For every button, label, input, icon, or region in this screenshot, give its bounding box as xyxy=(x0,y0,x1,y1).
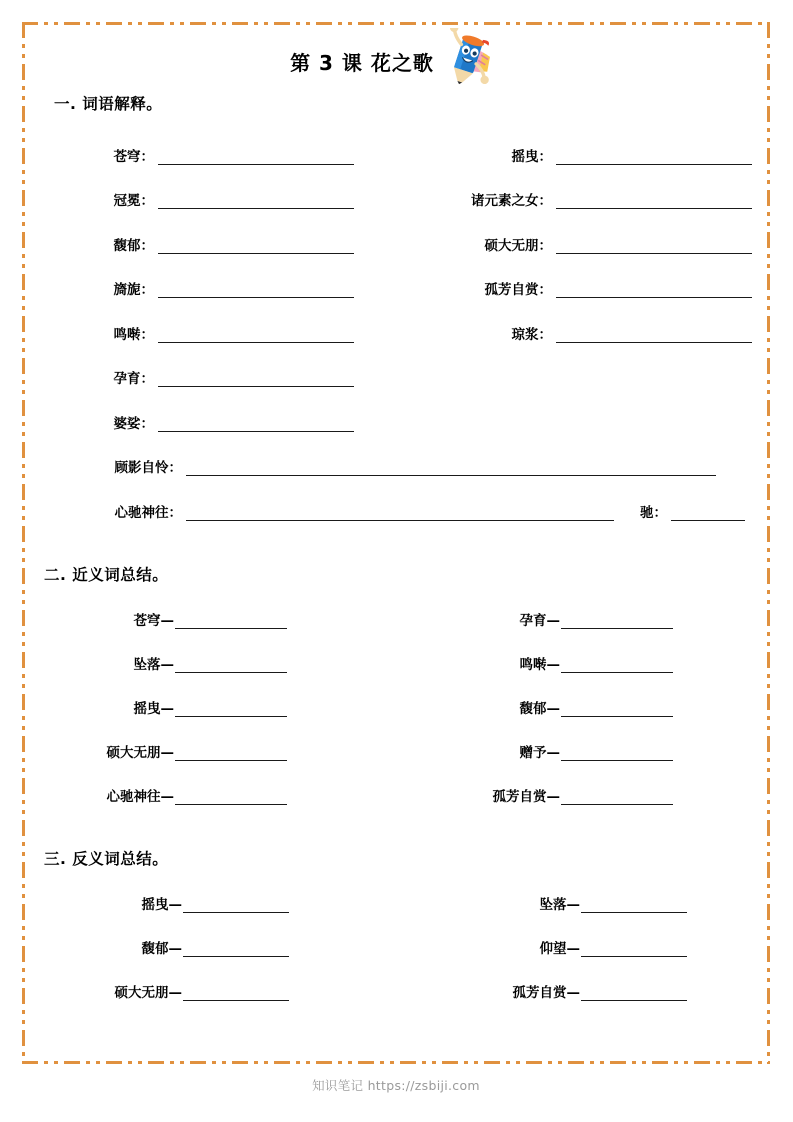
term-label: 馥郁— xyxy=(141,940,182,957)
antonym-row xyxy=(22,869,770,913)
term-label: 心驰神往— xyxy=(106,788,174,805)
term-label: 鸣啭— xyxy=(519,656,560,673)
answer-blank[interactable] xyxy=(158,194,354,209)
answer-blank[interactable] xyxy=(556,283,752,298)
answer-blank[interactable] xyxy=(561,614,673,629)
term-label: 赠予— xyxy=(519,744,560,761)
synonym-row xyxy=(22,761,770,805)
term-label: 硕大无朋： xyxy=(484,237,552,254)
answer-blank[interactable] xyxy=(158,283,354,298)
definition-cell xyxy=(22,328,402,343)
antonym-cell xyxy=(402,986,770,1001)
answer-blank[interactable] xyxy=(175,614,287,629)
definition-row-wide xyxy=(22,476,770,521)
synonym-cell xyxy=(402,746,770,761)
definition-cell xyxy=(22,239,402,254)
antonym-cell xyxy=(22,942,402,957)
answer-blank[interactable] xyxy=(183,942,289,957)
answer-blank[interactable] xyxy=(561,790,673,805)
answer-blank[interactable] xyxy=(158,150,354,165)
definition-row xyxy=(22,298,770,343)
answer-blank[interactable] xyxy=(561,658,673,673)
answer-blank[interactable] xyxy=(581,986,687,1001)
term-label: 摇曳— xyxy=(133,700,174,717)
antonym-cell xyxy=(402,898,770,913)
antonym-row xyxy=(22,913,770,957)
synonym-cell xyxy=(402,614,770,629)
answer-blank[interactable] xyxy=(186,461,716,476)
synonym-cell xyxy=(22,790,402,805)
term-label: 顾影自怜： xyxy=(114,460,182,477)
term-label: 孕育： xyxy=(113,371,154,388)
synonym-row xyxy=(22,585,770,629)
definition-cell xyxy=(402,194,770,209)
answer-blank[interactable] xyxy=(158,328,354,343)
definition-row xyxy=(22,209,770,254)
term-label: 孤芳自赏： xyxy=(484,282,552,299)
worksheet-content xyxy=(22,22,770,1093)
answer-blank-secondary[interactable] xyxy=(671,506,745,521)
antonym-cell xyxy=(402,942,770,957)
term-label: 诸元素之女： xyxy=(471,193,552,210)
term-label: 硕大无朋— xyxy=(114,984,182,1001)
antonym-cell xyxy=(22,986,402,1001)
section-heading-3: 三. 反义词总结。 xyxy=(44,849,169,868)
term-label: 坠落— xyxy=(539,896,580,913)
term-label: 孤芳自赏— xyxy=(492,788,560,805)
answer-blank[interactable] xyxy=(158,417,354,432)
answer-blank[interactable] xyxy=(581,898,687,913)
term-label: 孕育— xyxy=(519,612,560,629)
page-title: 第 3 课 花之歌 xyxy=(290,50,434,75)
answer-blank[interactable] xyxy=(561,746,673,761)
term-label: 硕大无朋— xyxy=(106,744,174,761)
answer-blank[interactable] xyxy=(556,150,752,165)
definition-row xyxy=(22,120,770,165)
section-spacer xyxy=(22,805,770,847)
term-label: 苍穹— xyxy=(133,612,174,629)
section-spacer xyxy=(22,521,770,563)
answer-blank[interactable] xyxy=(175,746,287,761)
definition-cell xyxy=(402,283,770,298)
definition-cell xyxy=(22,283,402,298)
answer-blank[interactable] xyxy=(556,328,752,343)
definition-row xyxy=(22,165,770,210)
synonym-row xyxy=(22,629,770,673)
answer-blank[interactable] xyxy=(158,239,354,254)
section-2-rows xyxy=(22,585,770,805)
pencil-mascot-icon xyxy=(440,28,502,86)
answer-blank[interactable] xyxy=(581,942,687,957)
definition-cell xyxy=(402,328,770,343)
term-label: 馥郁— xyxy=(519,700,560,717)
term-label: 心驰神往： xyxy=(114,504,182,521)
synonym-row xyxy=(22,717,770,761)
definition-row xyxy=(22,254,770,299)
term-label: 苍穹： xyxy=(113,148,154,165)
answer-blank[interactable] xyxy=(175,790,287,805)
synonym-cell xyxy=(22,658,402,673)
answer-blank[interactable] xyxy=(175,702,287,717)
footer-watermark: 知识笔记 https://zsbiji.com xyxy=(312,1078,480,1093)
definition-cell xyxy=(402,150,770,165)
definition-cell xyxy=(22,372,402,387)
term-label: 鸣啭： xyxy=(113,326,154,343)
section-heading-2: 二. 近义词总结。 xyxy=(44,565,169,584)
definition-cell xyxy=(22,417,402,432)
section-1-rows xyxy=(22,120,770,521)
antonym-row xyxy=(22,957,770,1001)
answer-blank[interactable] xyxy=(175,658,287,673)
definition-row-wide xyxy=(22,432,770,477)
worksheet-title-row xyxy=(22,22,770,84)
term-label: 摇曳— xyxy=(141,896,182,913)
synonym-cell xyxy=(402,790,770,805)
synonym-cell xyxy=(402,702,770,717)
answer-blank[interactable] xyxy=(183,898,289,913)
term-label: 馥郁： xyxy=(113,237,154,254)
term-label: 摇曳： xyxy=(511,148,552,165)
term-label: 冠冕： xyxy=(113,193,154,210)
definition-cell xyxy=(22,150,402,165)
term-label: 仰望— xyxy=(539,940,580,957)
answer-blank[interactable] xyxy=(158,372,354,387)
synonym-row xyxy=(22,673,770,717)
answer-blank[interactable] xyxy=(556,239,752,254)
definition-row xyxy=(22,387,770,432)
term-label: 旖旎： xyxy=(113,282,154,299)
answer-blank[interactable] xyxy=(183,986,289,1001)
antonym-cell xyxy=(22,898,402,913)
answer-blank[interactable] xyxy=(556,194,752,209)
term-label: 坠落— xyxy=(133,656,174,673)
term-label-secondary: 驰： xyxy=(640,504,667,521)
synonym-cell xyxy=(402,658,770,673)
term-label: 孤芳自赏— xyxy=(512,984,580,1001)
synonym-cell xyxy=(22,746,402,761)
definition-cell xyxy=(22,194,402,209)
synonym-cell xyxy=(22,614,402,629)
section-3-rows xyxy=(22,869,770,1001)
synonym-cell xyxy=(22,702,402,717)
definition-cell xyxy=(402,239,770,254)
answer-blank[interactable] xyxy=(561,702,673,717)
term-label: 婆娑： xyxy=(113,415,154,432)
term-label: 琼浆： xyxy=(511,326,552,343)
answer-blank[interactable] xyxy=(186,506,614,521)
section-heading-1: 一. 词语解释。 xyxy=(54,95,163,113)
definition-row xyxy=(22,343,770,388)
